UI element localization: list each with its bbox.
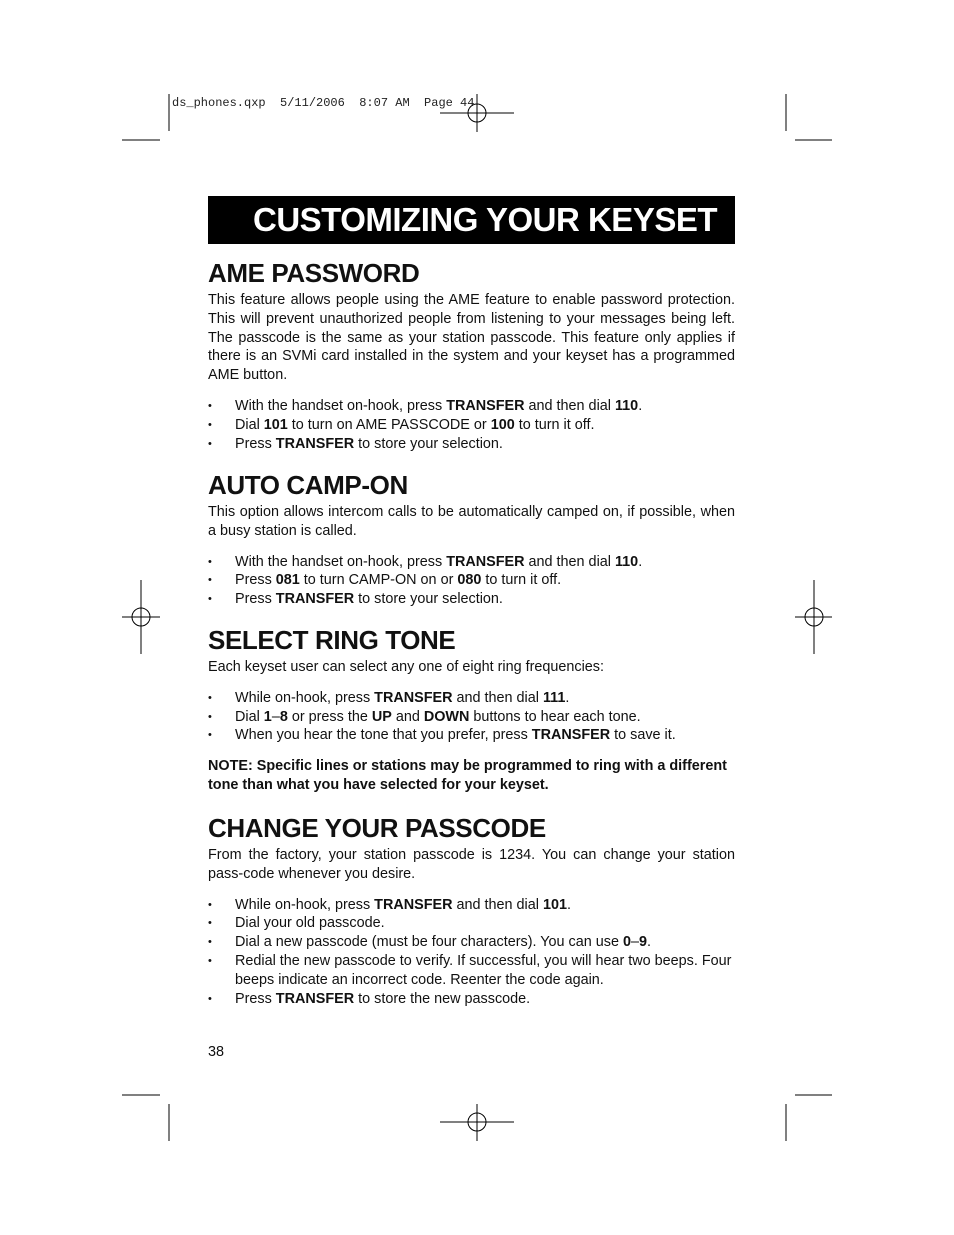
bold-text: 111 [542,689,566,706]
bold-text: 9 [639,934,648,951]
note-text: NOTE: Specific lines or stations may be programmed to ring with a different tone than what you have selected for your keyset. [208,758,727,794]
text-run: Press [235,591,276,608]
registration-mark-top [440,94,514,132]
bullet-marker: • [208,954,212,967]
text-run: . [565,689,570,706]
bullet-item [208,708,735,727]
text-run: While on-hook, press [235,689,375,706]
text-run: . [638,553,643,570]
text-run: and [391,708,424,725]
bold-text: 081 [275,572,300,589]
bold-text: UP [371,708,392,725]
page-number: 38 [208,1044,225,1060]
bold-text: TRANSFER [374,689,453,706]
text-run: to store your selection. [354,591,503,608]
text-run: to turn CAMP-ON on or [299,572,458,589]
bullet-marker: • [208,593,212,606]
registration-mark-right [795,580,832,654]
text-run: While on-hook, press [235,896,375,913]
registration-mark-left [122,580,160,654]
bullet-marker: • [208,898,212,911]
bullet-list [208,896,735,1009]
bullet-marker: • [208,917,212,930]
section-select-ring-tone [208,625,735,795]
bullet-marker: • [208,399,212,412]
bold-text: TRANSFER [531,727,611,744]
text-run: to turn on AME PASSCODE or [287,416,491,433]
text-run: to store your selection. [354,435,503,452]
text-run: Redial the new passcode to verify. If successful, you will hear two beeps. Four beeps indicate an incorrect code. Reenter the code again. [235,952,732,988]
text-run: to store the new passcode. [354,990,531,1007]
bullet-list [208,689,735,745]
text-run: Dial a new passcode (must be four characters). You can use [235,934,623,951]
bullet-item [208,896,735,915]
bullet-item [208,553,735,572]
section-auto-camp-on [208,470,735,609]
bullet-marker: • [208,992,212,1005]
bullet-item [208,914,735,933]
bullet-item [208,435,735,454]
section-ame-password [208,258,735,453]
registration-mark-bottom [440,1104,514,1141]
bold-text: 110 [614,553,639,570]
section-change-passcode [208,813,735,1008]
bold-text: 100 [490,416,515,433]
text-run: Dial [235,708,264,725]
bullet-item [208,590,735,609]
text-run: – [271,708,280,725]
section-body: From the factory, your station passcode is 1234. You can change your station pass-code whenever you desire. [208,847,735,882]
bold-text: 8 [279,708,288,725]
bullet-item [208,990,735,1009]
section-heading: AME PASSWORD [208,258,420,288]
bullet-item [208,397,735,416]
text-run: . [566,896,571,913]
section-body: This option allows intercom calls to be automatically camped on, if possible, when a busy station is called. [208,504,735,539]
text-run: to turn it off. [481,572,562,589]
bullet-item [208,726,735,745]
bullet-list [208,397,735,453]
bold-text: DOWN [423,708,470,725]
bullet-item [208,416,735,435]
text-run: – [630,934,639,951]
bold-text: TRANSFER [374,896,453,913]
bold-text: 101 [542,896,567,913]
text-run: When you hear the tone that you prefer, press [235,727,532,744]
bullet-marker: • [208,691,212,704]
text-run: or press the [287,708,372,725]
bullet-item [208,571,735,590]
text-run: and then dial [452,896,543,913]
section-body: Each keyset user can select any one of eight ring frequencies: [208,659,604,675]
bold-text: 080 [457,572,482,589]
bullet-list [208,553,735,609]
text-run: to save it. [610,727,676,744]
bullet-item [208,689,735,708]
text-run: to turn it off. [514,416,595,433]
text-run: and then dial [524,397,615,414]
text-run: . [638,397,643,414]
slug-line: ds_phones.qxp 5/11/2006 8:07 AM Page 44 [172,96,475,110]
bullet-marker: • [208,574,212,587]
bold-text: TRANSFER [446,397,525,414]
text-run: With the handset on-hook, press [235,397,447,414]
bold-text: 110 [614,397,639,414]
bold-text: TRANSFER [275,591,355,608]
bullet-item [208,952,735,990]
text-run: Press [235,572,276,589]
bold-text: 101 [263,416,288,433]
bullet-item [208,933,735,952]
bullet-marker: • [208,729,212,742]
text-run: Press [235,990,276,1007]
bold-text: 1 [263,708,272,725]
bullet-marker: • [208,437,212,450]
section-body: This feature allows people using the AME feature to enable password protection. This will prevent unauthorized people from listening to your messages being left. The passcode is the same as your station passcode. This feature only applies if there is an SVMi card installed in the system and your keyset has a programmed AME button. [208,292,735,384]
bullet-marker: • [208,418,212,431]
bold-text: 0 [622,934,631,951]
text-run: and then dial [524,553,615,570]
bullet-marker: • [208,936,212,949]
section-heading: AUTO CAMP-ON [208,470,408,500]
text-run: . [647,934,652,951]
section-heading: CHANGE YOUR PASSCODE [208,813,546,843]
text-run: and then dial [452,689,543,706]
bold-text: TRANSFER [275,435,355,452]
page-title: CUSTOMIZING YOUR KEYSET [253,201,718,238]
bullet-marker: • [208,555,212,568]
section-heading: SELECT RING TONE [208,625,456,655]
text-run: Dial [235,416,264,433]
text-run: Dial your old passcode. [235,915,385,932]
text-run: Press [235,435,276,452]
bullet-marker: • [208,710,212,723]
page-title-bar [208,196,735,244]
bold-text: TRANSFER [446,553,525,570]
text-run: With the handset on-hook, press [235,553,447,570]
bold-text: TRANSFER [275,990,355,1007]
text-run: buttons to hear each tone. [469,708,641,725]
